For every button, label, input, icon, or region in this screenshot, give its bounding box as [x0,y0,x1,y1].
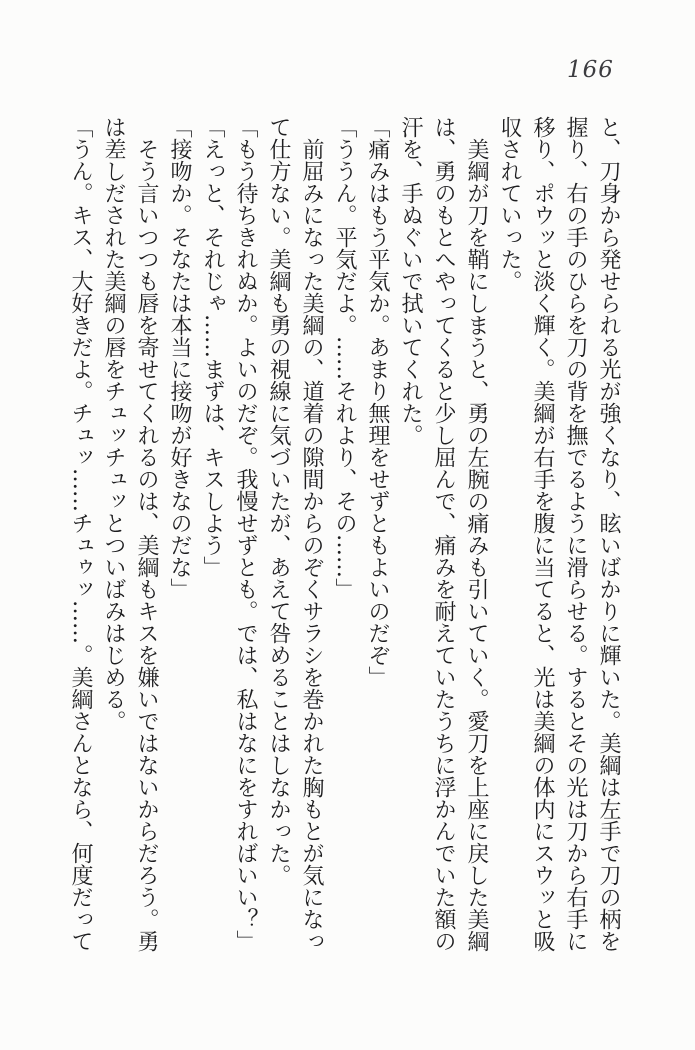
text-column-8: 「痛みはもう平気か。あまり無理をせずともよいのだぞ」 [365,116,390,688]
text-column-15: そう言いつつも唇を寄せてくれるのは、美綱もキスを嫌いではないからだろう。勇 [134,116,159,952]
text-column-9: 「ううん。平気だよ。……それより、その……」 [332,116,357,600]
text-column-2: 握り、右の手のひらを刀の背を撫でるように滑らせる。するとその光は刀から右手に [563,116,588,952]
text-column-16: は差しだされた美綱の唇をチュッチュッとついばみはじめる。 [101,116,126,732]
text-column-7: 汗を、手ぬぐいで拭いてくれた。 [398,116,423,446]
text-column-5: 美綱が刀を鞘にしまうと、勇の左腕の痛みも引いていく。愛刀を上座に戻した美綱 [464,116,489,952]
text-column-6: は、勇のもとへやってくると少し屈んで、痛みを耐えていたうちに浮かんでいた額の [431,116,456,952]
text-column-17: 「うん。キス、大好きだよ。チュッ……チュゥッ……。美綱さんとなら、何度だって [68,116,93,952]
page-number: 166 [567,57,614,83]
text-column-14: 「接吻か。そなたは本当に接吻が好きなのだな」 [167,116,192,600]
text-column-4: 収されていった。 [497,116,522,292]
text-column-12: 「もう待ちきれぬか。よいのだぞ。我慢せずとも。では、私はなにをすればいい？」 [233,116,258,952]
text-column-1: と、刀身から発せられる光が強くなり、眩いばかりに輝いた。美綱は左手で刀の柄を [596,116,621,952]
text-column-10: 前屈みになった美綱の、道着の隙間からのぞくサラシを巻かれた胸もとが気になっ [299,116,324,952]
text-column-11: て仕方ない。美綱も勇の視線に気づいたが、あえて咎めることはしなかった。 [266,116,291,886]
text-column-13: 「えっと、それじゃ……まずは、キスしよう」 [200,116,225,578]
text-column-3: 移り、ポウッと淡く輝く。美綱が右手を腹に当てると、光は美綱の体内にスウッと吸 [530,116,555,952]
page-text [64,116,625,954]
